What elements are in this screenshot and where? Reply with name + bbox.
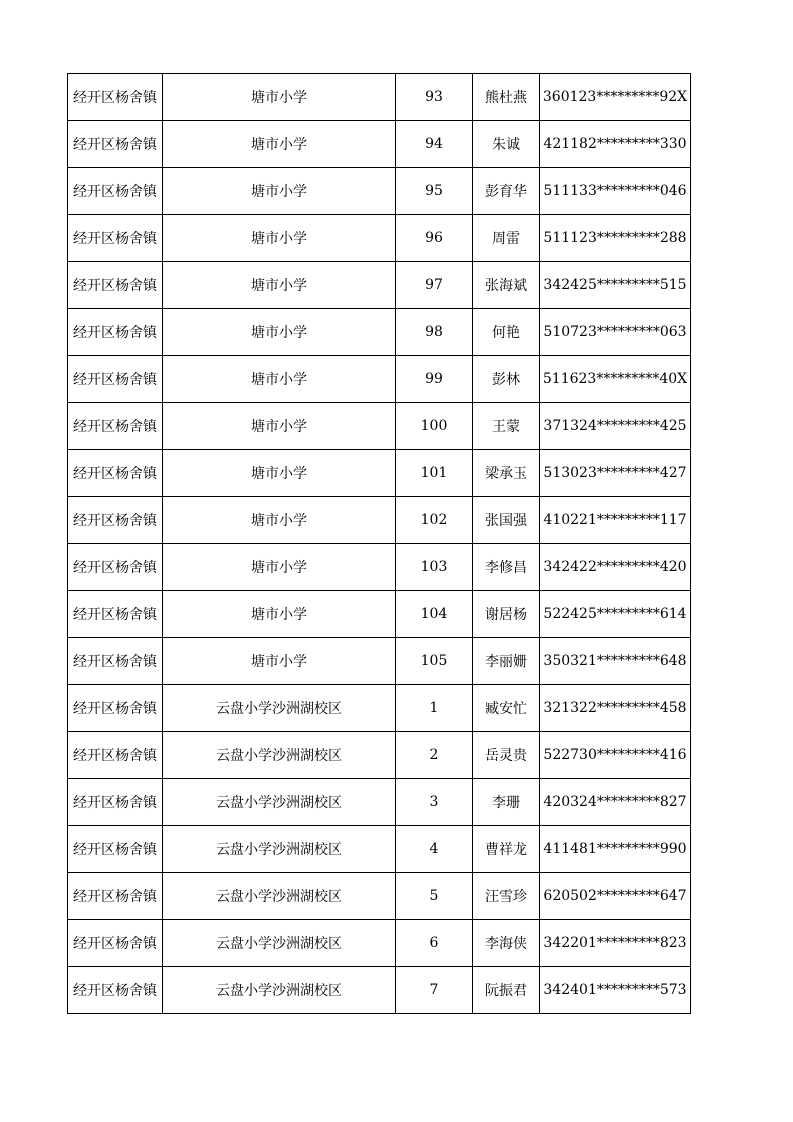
school-cell: 云盘小学沙洲湖校区 xyxy=(163,873,396,920)
school-cell: 塘市小学 xyxy=(163,309,396,356)
id-number-cell: 510723*********063 xyxy=(540,309,691,356)
number-cell: 102 xyxy=(396,497,473,544)
name-cell: 汪雪珍 xyxy=(473,873,540,920)
table-row xyxy=(68,732,691,779)
id-number-cell: 511623*********40X xyxy=(540,356,691,403)
number-cell: 94 xyxy=(396,121,473,168)
id-number-cell: 522425*********614 xyxy=(540,591,691,638)
roster-body xyxy=(68,74,691,1014)
school-cell: 云盘小学沙洲湖校区 xyxy=(163,685,396,732)
id-number-cell: 511133*********046 xyxy=(540,168,691,215)
school-cell: 塘市小学 xyxy=(163,215,396,262)
table-row xyxy=(68,450,691,497)
area-cell: 经开区杨舍镇 xyxy=(68,779,163,826)
school-cell: 云盘小学沙洲湖校区 xyxy=(163,732,396,779)
school-cell: 塘市小学 xyxy=(163,74,396,121)
school-cell: 塘市小学 xyxy=(163,591,396,638)
area-cell: 经开区杨舍镇 xyxy=(68,74,163,121)
school-cell: 塘市小学 xyxy=(163,450,396,497)
table-row xyxy=(68,544,691,591)
table-row xyxy=(68,873,691,920)
name-cell: 王蒙 xyxy=(473,403,540,450)
school-cell: 塘市小学 xyxy=(163,356,396,403)
name-cell: 李修昌 xyxy=(473,544,540,591)
id-number-cell: 342425*********515 xyxy=(540,262,691,309)
number-cell: 2 xyxy=(396,732,473,779)
id-number-cell: 620502*********647 xyxy=(540,873,691,920)
area-cell: 经开区杨舍镇 xyxy=(68,121,163,168)
id-number-cell: 420324*********827 xyxy=(540,779,691,826)
id-number-cell: 342201*********823 xyxy=(540,920,691,967)
table-row xyxy=(68,779,691,826)
area-cell: 经开区杨舍镇 xyxy=(68,732,163,779)
school-cell: 云盘小学沙洲湖校区 xyxy=(163,967,396,1014)
area-cell: 经开区杨舍镇 xyxy=(68,497,163,544)
name-cell: 臧安忙 xyxy=(473,685,540,732)
school-cell: 塘市小学 xyxy=(163,403,396,450)
table-row xyxy=(68,920,691,967)
name-cell: 梁承玉 xyxy=(473,450,540,497)
name-cell: 李海侠 xyxy=(473,920,540,967)
name-cell: 朱诚 xyxy=(473,121,540,168)
table-row xyxy=(68,74,691,121)
id-number-cell: 513023*********427 xyxy=(540,450,691,497)
school-cell: 云盘小学沙洲湖校区 xyxy=(163,826,396,873)
school-cell: 塘市小学 xyxy=(163,544,396,591)
number-cell: 104 xyxy=(396,591,473,638)
area-cell: 经开区杨舍镇 xyxy=(68,873,163,920)
name-cell: 张国强 xyxy=(473,497,540,544)
name-cell: 何艳 xyxy=(473,309,540,356)
id-number-cell: 371324*********425 xyxy=(540,403,691,450)
number-cell: 96 xyxy=(396,215,473,262)
name-cell: 彭林 xyxy=(473,356,540,403)
area-cell: 经开区杨舍镇 xyxy=(68,638,163,685)
number-cell: 7 xyxy=(396,967,473,1014)
number-cell: 1 xyxy=(396,685,473,732)
id-number-cell: 342401*********573 xyxy=(540,967,691,1014)
number-cell: 100 xyxy=(396,403,473,450)
number-cell: 103 xyxy=(396,544,473,591)
school-cell: 塘市小学 xyxy=(163,638,396,685)
id-number-cell: 411481*********990 xyxy=(540,826,691,873)
id-number-cell: 360123*********92X xyxy=(540,74,691,121)
area-cell: 经开区杨舍镇 xyxy=(68,450,163,497)
name-cell: 阮振君 xyxy=(473,967,540,1014)
area-cell: 经开区杨舍镇 xyxy=(68,262,163,309)
number-cell: 97 xyxy=(396,262,473,309)
table-row xyxy=(68,262,691,309)
table-row xyxy=(68,497,691,544)
id-number-cell: 321322*********458 xyxy=(540,685,691,732)
area-cell: 经开区杨舍镇 xyxy=(68,403,163,450)
table-row xyxy=(68,638,691,685)
table-row xyxy=(68,591,691,638)
school-cell: 云盘小学沙洲湖校区 xyxy=(163,920,396,967)
table-row xyxy=(68,403,691,450)
area-cell: 经开区杨舍镇 xyxy=(68,168,163,215)
area-cell: 经开区杨舍镇 xyxy=(68,215,163,262)
number-cell: 95 xyxy=(396,168,473,215)
id-number-cell: 421182*********330 xyxy=(540,121,691,168)
number-cell: 93 xyxy=(396,74,473,121)
school-cell: 塘市小学 xyxy=(163,497,396,544)
area-cell: 经开区杨舍镇 xyxy=(68,591,163,638)
table-row xyxy=(68,168,691,215)
id-number-cell: 511123*********288 xyxy=(540,215,691,262)
roster-table xyxy=(67,73,691,1014)
number-cell: 98 xyxy=(396,309,473,356)
name-cell: 彭育华 xyxy=(473,168,540,215)
area-cell: 经开区杨舍镇 xyxy=(68,356,163,403)
number-cell: 105 xyxy=(396,638,473,685)
table-row xyxy=(68,215,691,262)
name-cell: 曹祥龙 xyxy=(473,826,540,873)
area-cell: 经开区杨舍镇 xyxy=(68,920,163,967)
table-row xyxy=(68,967,691,1014)
number-cell: 99 xyxy=(396,356,473,403)
name-cell: 岳灵贵 xyxy=(473,732,540,779)
table-row xyxy=(68,356,691,403)
area-cell: 经开区杨舍镇 xyxy=(68,544,163,591)
id-number-cell: 410221*********117 xyxy=(540,497,691,544)
school-cell: 塘市小学 xyxy=(163,121,396,168)
id-number-cell: 350321*********648 xyxy=(540,638,691,685)
area-cell: 经开区杨舍镇 xyxy=(68,309,163,356)
number-cell: 5 xyxy=(396,873,473,920)
school-cell: 云盘小学沙洲湖校区 xyxy=(163,779,396,826)
number-cell: 3 xyxy=(396,779,473,826)
name-cell: 熊杜燕 xyxy=(473,74,540,121)
name-cell: 谢居杨 xyxy=(473,591,540,638)
school-cell: 塘市小学 xyxy=(163,168,396,215)
number-cell: 101 xyxy=(396,450,473,497)
name-cell: 张海斌 xyxy=(473,262,540,309)
school-cell: 塘市小学 xyxy=(163,262,396,309)
name-cell: 李丽姗 xyxy=(473,638,540,685)
id-number-cell: 522730*********416 xyxy=(540,732,691,779)
id-number-cell: 342422*********420 xyxy=(540,544,691,591)
area-cell: 经开区杨舍镇 xyxy=(68,685,163,732)
area-cell: 经开区杨舍镇 xyxy=(68,967,163,1014)
table-row xyxy=(68,121,691,168)
number-cell: 6 xyxy=(396,920,473,967)
table-row xyxy=(68,685,691,732)
table-row xyxy=(68,309,691,356)
name-cell: 李珊 xyxy=(473,779,540,826)
name-cell: 周雷 xyxy=(473,215,540,262)
number-cell: 4 xyxy=(396,826,473,873)
table-row xyxy=(68,826,691,873)
area-cell: 经开区杨舍镇 xyxy=(68,826,163,873)
